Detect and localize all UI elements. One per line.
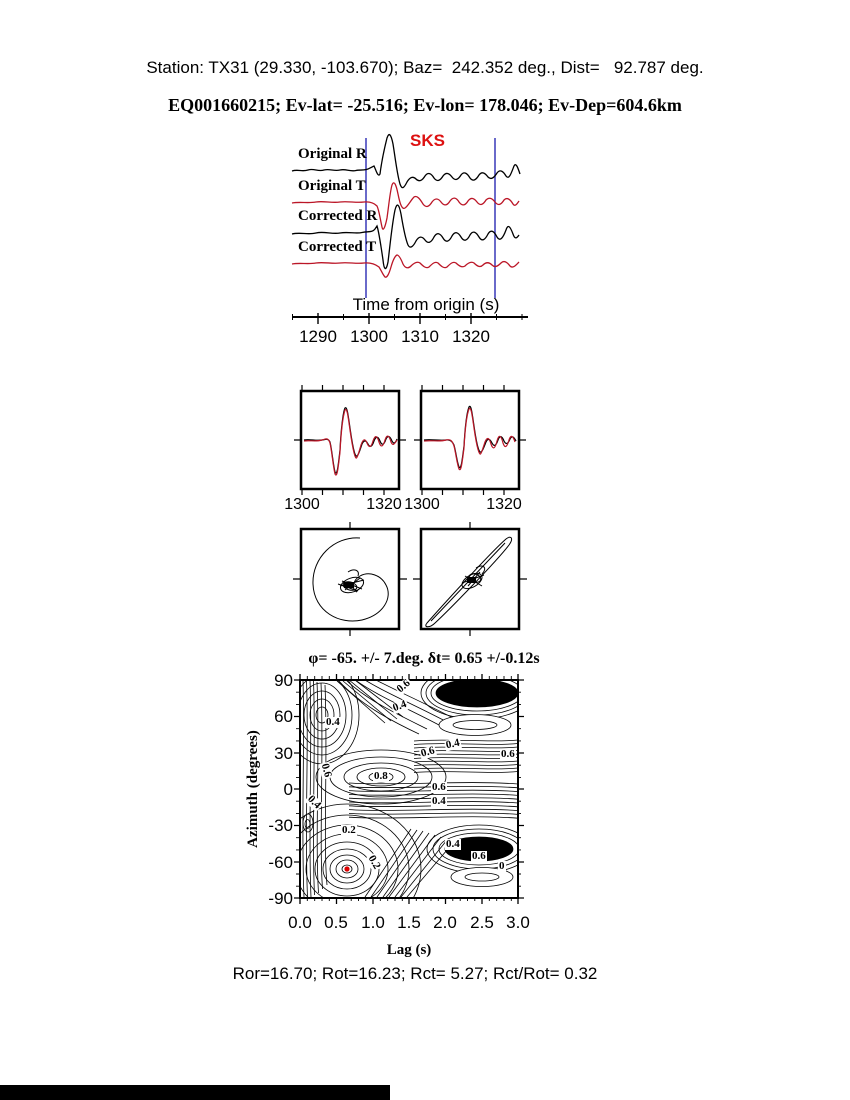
hodogram-panels [300, 528, 520, 631]
zoom-tick-label: 1300 [284, 496, 320, 513]
y-tick-label: 0 [283, 780, 293, 799]
y-tick-label: -90 [268, 889, 293, 908]
zoom-tick-label: 1300 [404, 496, 440, 513]
trace-label-corrected-r: Corrected R [298, 208, 378, 224]
x-tick-label: 1310 [401, 327, 439, 346]
contour-level-label: 0.6 [419, 744, 436, 760]
x-tick-label: 2.0 [433, 913, 457, 932]
x-tick-label: 2.5 [470, 913, 494, 932]
contour-panel [245, 671, 530, 932]
contour-level-label: 0.6 [432, 781, 446, 793]
bottom-bar [0, 1085, 390, 1100]
contour-level-label: 0.2 [342, 824, 356, 836]
x-tick-label: 0.0 [288, 913, 312, 932]
trace-label-original-t: Original T [298, 178, 366, 194]
y-tick-label: 30 [274, 744, 293, 763]
hodogram-original-orbit [313, 538, 388, 621]
zoom-box-left [300, 390, 400, 490]
contour-level-label: 0.4 [432, 795, 446, 807]
contour-level-label: 0 [499, 860, 505, 872]
x-axis-title: Lag (s) [386, 942, 432, 958]
hodogram-corrected-core [467, 577, 476, 583]
x-tick-label: 0.5 [324, 913, 348, 932]
x-tick-label: 3.0 [506, 913, 530, 932]
contour-level-label: 0.6 [394, 677, 413, 696]
hodogram-corrected [420, 528, 520, 630]
contour-level-label: 0.6 [472, 850, 486, 862]
x-tick-label: 1290 [299, 327, 337, 346]
hodogram-original-core [344, 582, 354, 588]
contour-level-label: 0.4 [446, 838, 460, 850]
zoom-left-red-trace [304, 409, 397, 475]
contour-level-label: 0.4 [444, 736, 461, 752]
contour-max-blob-top [436, 679, 518, 707]
contour-level-label: 0.8 [374, 770, 388, 782]
trace-label-original-r: Original R [298, 146, 367, 162]
contour-level-label: 0.4 [326, 716, 340, 728]
y-tick-label: -60 [268, 853, 293, 872]
contour-level-label: 0.6 [318, 762, 334, 779]
statistics-line: Ror=16.70; Rot=16.23; Rct= 5.27; Rct/Rot= 0.32 [232, 964, 598, 983]
contour-level-label: 0.2 [365, 853, 383, 872]
zoom-waveform-panels [284, 390, 522, 520]
phase-label-sks: SKS [410, 131, 445, 150]
page-title: Station: TX31 (29.330, -103.670); Baz= 242.352 deg., Dist= 92.787 deg. [146, 58, 704, 77]
event-subtitle: EQ001660215; Ev-lat= -25.516; Ev-lon= 178.046; Ev-Dep=604.6km [168, 95, 682, 115]
zoom-tick-label: 1320 [366, 496, 402, 513]
y-tick-label: -30 [268, 816, 293, 835]
contour-plot [299, 679, 519, 899]
x-tick-label: 1.5 [397, 913, 421, 932]
zoom-box-right [420, 390, 520, 490]
time-axis-title: Time from origin (s) [352, 295, 500, 314]
trace-label-corrected-t: Corrected T [298, 239, 377, 255]
trace-corrected-t [292, 255, 519, 277]
hodogram-original [300, 528, 400, 630]
contour-level-label: 0.4 [305, 793, 324, 812]
y-tick-label: 60 [274, 707, 293, 726]
contour-level-label: 0.6 [501, 748, 515, 760]
x-tick-label: 1320 [452, 327, 490, 346]
x-tick-label: 1.0 [361, 913, 385, 932]
y-tick-label: 90 [274, 671, 293, 690]
y-axis-title: Azimuth (degrees) [245, 730, 261, 848]
contour-level-label: 0.4 [391, 698, 409, 715]
waveform-panel [290, 130, 530, 355]
best-fit-marker [344, 866, 349, 871]
zoom-tick-label: 1320 [486, 496, 522, 513]
zoom-right-black-trace [424, 406, 516, 467]
hodogram-original-ticks [293, 522, 407, 636]
zoom-right-red-trace [424, 408, 515, 469]
splitting-result-text: φ= -65. +/- 7.deg. δt= 0.65 +/-0.12s [308, 650, 540, 667]
x-tick-label: 1300 [350, 327, 388, 346]
